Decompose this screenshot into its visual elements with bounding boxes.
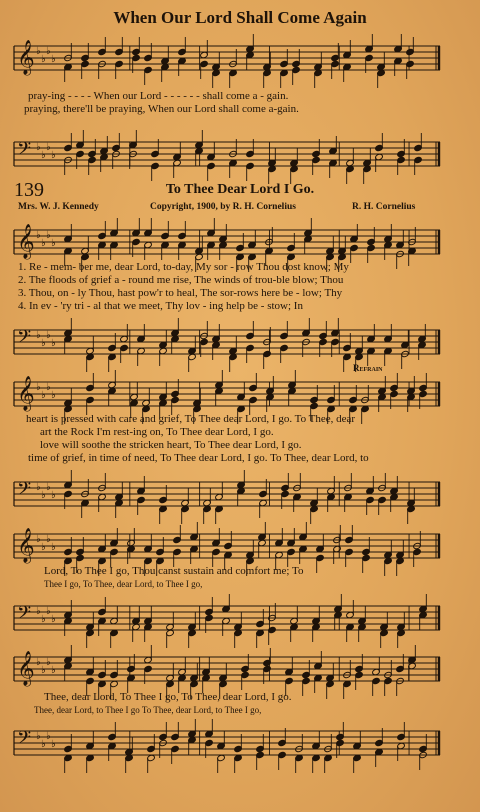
svg-text:♭: ♭ <box>46 382 51 393</box>
verse-line: 1. Re - mem- ber me, dear Lord, to-day, My sor - row Thou dost know; My <box>18 261 349 273</box>
svg-text:♭: ♭ <box>46 46 51 57</box>
svg-text:♭: ♭ <box>36 731 41 742</box>
copyright-notice: Copyright, 1900, by R. H. Cornelius <box>150 202 296 212</box>
music-staff-bass <box>12 470 442 518</box>
lyric-line: pray-ing - - - - When our Lord - - - - - - shall come a - gain. <box>28 90 289 102</box>
svg-text:♭: ♭ <box>41 150 46 161</box>
svg-text:♭: ♭ <box>46 142 51 153</box>
svg-text:♭: ♭ <box>51 238 56 249</box>
svg-text:𝄞: 𝄞 <box>17 40 35 75</box>
svg-text:♭: ♭ <box>41 542 46 553</box>
svg-text:𝄢: 𝄢 <box>17 327 32 352</box>
svg-text:♭: ♭ <box>36 330 41 341</box>
refrain-label: Refrain <box>353 363 383 373</box>
svg-text:♭: ♭ <box>46 606 51 617</box>
svg-text:♭: ♭ <box>46 657 51 668</box>
svg-text:♭: ♭ <box>51 542 56 553</box>
svg-text:♭: ♭ <box>36 382 41 393</box>
hymn-title: To Thee Dear Lord I Go. <box>165 182 315 197</box>
svg-text:♭: ♭ <box>36 482 41 493</box>
lyricist-credit: Mrs. W. J. Kennedy <box>18 202 99 212</box>
music-staff-bass <box>12 318 442 366</box>
verse-line: heart is pressed with care and grief, To Thee dear Lord, I go. To Thee, dear <box>26 413 356 425</box>
svg-text:♭: ♭ <box>51 490 56 501</box>
svg-text:♭: ♭ <box>51 150 56 161</box>
svg-text:♭: ♭ <box>36 606 41 617</box>
svg-text:♭: ♭ <box>41 739 46 750</box>
svg-text:♭: ♭ <box>36 534 41 545</box>
svg-text:𝄞: 𝄞 <box>17 528 35 563</box>
svg-text:♭: ♭ <box>51 54 56 65</box>
svg-text:♭: ♭ <box>41 665 46 676</box>
svg-text:♭: ♭ <box>41 490 46 501</box>
music-staff-treble <box>12 522 442 570</box>
verse-line: 4. In ev - 'ry tri - al that we meet, Thy lov - ing help be - stow; In <box>18 300 303 312</box>
hymn-number: 139 <box>14 179 44 201</box>
music-staff-bass <box>12 718 442 768</box>
svg-text:♭: ♭ <box>36 46 41 57</box>
svg-text:♭: ♭ <box>51 614 56 625</box>
verse-line: time of grief, in time of need, To Thee dear Lord, I go. To Thee, dear Lord, to <box>28 452 369 464</box>
svg-text:♭: ♭ <box>36 657 41 668</box>
verse-line: 3. Thou, on - ly Thou, hast pow'r to heal, The sor-rows here be - low; Thy <box>18 287 343 299</box>
svg-text:𝄞: 𝄞 <box>17 224 35 259</box>
svg-text:♭: ♭ <box>46 534 51 545</box>
svg-text:♭: ♭ <box>46 482 51 493</box>
svg-text:𝄞: 𝄞 <box>17 651 35 686</box>
svg-text:♭: ♭ <box>41 238 46 249</box>
svg-text:♭: ♭ <box>41 54 46 65</box>
lyric-line: praying, there'll be praying, When our Lord shall come a-gain. <box>24 103 299 115</box>
svg-text:♭: ♭ <box>36 142 41 153</box>
music-staff-bass <box>12 594 442 642</box>
music-staff-treble <box>12 218 442 266</box>
music-staff-treble <box>12 374 442 414</box>
svg-text:𝄢: 𝄢 <box>17 139 32 164</box>
music-staff-treble <box>12 646 442 692</box>
svg-text:♭: ♭ <box>51 390 56 401</box>
verse-line: art the Rock I'm rest-ing on, To Thee dear Lord, I go. <box>40 426 274 438</box>
chorus-bass-line: Thee I go, To Thee, dear Lord, to Thee I go, <box>44 579 203 589</box>
chorus-bass-line: Thee, dear Lord, to Thee I go To Thee, dear Lord, to Thee I go, <box>34 705 262 715</box>
svg-text:𝄢: 𝄢 <box>17 728 32 753</box>
svg-text:♭: ♭ <box>46 330 51 341</box>
svg-text:𝄞: 𝄞 <box>17 376 35 411</box>
svg-text:♭: ♭ <box>51 338 56 349</box>
svg-text:♭: ♭ <box>51 665 56 676</box>
svg-text:♭: ♭ <box>46 230 51 241</box>
hymn-title-top: When Our Lord Shall Come Again <box>113 8 367 27</box>
composer-credit: R. H. Cornelius <box>352 202 416 212</box>
svg-text:♭: ♭ <box>41 338 46 349</box>
music-staff-treble <box>12 34 442 82</box>
svg-text:♭: ♭ <box>36 230 41 241</box>
verse-line: 2. The floods of grief a - round me rise, The winds of trou-ble blow; Thou <box>18 274 344 286</box>
chorus-line: Lord, To Thee I go, Thou canst sustain and comfort me; To <box>44 565 304 577</box>
music-staff-bass <box>12 130 442 178</box>
svg-text:♭: ♭ <box>51 739 56 750</box>
svg-text:♭: ♭ <box>46 731 51 742</box>
chorus-line: Thee, dear Lord, To Thee I go, To Thee, dear Lord, I go. <box>44 691 292 703</box>
svg-text:♭: ♭ <box>41 614 46 625</box>
svg-text:𝄢: 𝄢 <box>17 479 32 504</box>
svg-text:𝄢: 𝄢 <box>17 603 32 628</box>
verse-line: love will soothe the stricken heart, To Thee dear Lord, I go. <box>40 439 302 451</box>
svg-text:♭: ♭ <box>41 390 46 401</box>
